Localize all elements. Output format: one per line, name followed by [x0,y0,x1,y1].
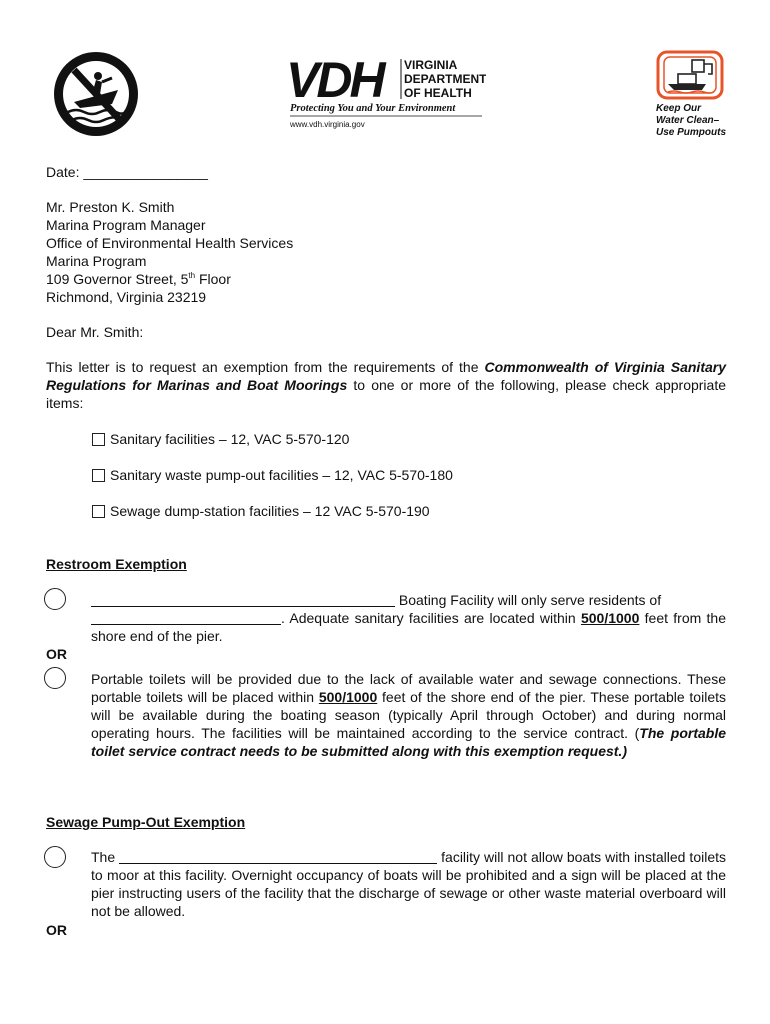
restroom-option2-text: Portable toilets will be provided due to the lack of available water and sewage connections. These portable toilets will be placed within 500/1000 feet of the shore end of the pier. These portable toilets will be available during the boating season (typically April through October) and during normal operating hours. The facilities will be maintained according to the service contract. (The portable toilet service contract needs to be submitted along with this exemption request.) [91,671,726,759]
pumpout-option1-radio[interactable] [44,846,66,868]
intro-paragraph: This letter is to request an exemption from the requirements of the Commonwealth of Virginia Sanitary Regulations for Marinas and Boat Moorings to one or more of the following, please check appropriate items: [46,359,727,411]
recipient-program: Marina Program [46,253,147,269]
checkbox-row-sanitary[interactable] [92,430,349,448]
checkbox-label: Sanitary waste pump-out facilities – 12, VAC 5-570-180 [110,467,453,483]
regulation-title: Commonwealth of Virginia Sanitary Regulations for Marinas and Boat Moorings [46,359,727,393]
svg-text:VDH: VDH [286,55,383,108]
vdh-logo [286,55,486,131]
pumpout-slogan-line1: Keep Our [656,103,702,114]
checkbox-row-dumpstation[interactable] [92,502,430,520]
facility-name-blank[interactable] [119,849,437,864]
facility-name-blank[interactable] [91,592,395,607]
svg-text:OF HEALTH: OF HEALTH [404,86,472,100]
no-dumping-icon [52,50,140,138]
recipient-address [46,198,293,306]
recipient-title: Marina Program Manager [46,217,206,233]
svg-text:DEPARTMENT: DEPARTMENT [404,72,486,86]
svg-text:Protecting You and Your Enviro: Protecting You and Your Environment [290,103,456,114]
pumpout-option1-text: The facility will not allow boats with installed toilets to moor at this facility. Overnight occupancy of boats will be prohibited and a sign will be placed at the pier instructing users of the facility that the discharge of sewage or other waste material overboard will not be allowed. [91,849,727,919]
recipient-street: 109 Governor Street, 5th Floor [46,271,231,287]
checkbox-label: Sanitary facilities – 12, VAC 5-570-120 [110,431,350,447]
recipient-office: Office of Environmental Health Services [46,235,294,251]
pumpout-slogan-line3: Use Pumpouts [656,127,727,138]
pumpout-exemption-heading: Sewage Pump-Out Exemption [46,814,246,830]
pumpout-slogan-line2: Water Clean– [656,115,720,126]
checkbox-row-pumpout[interactable] [92,466,453,484]
restroom-option1-radio[interactable] [44,588,66,610]
sanitary-facilities-checkbox[interactable] [92,433,105,446]
svg-text:www.vdh.virginia.gov: www.vdh.virginia.gov [290,120,365,129]
boat-pumpout-icon [656,50,724,100]
residents-blank[interactable] [91,610,281,625]
salutation: Dear Mr. Smith: [46,324,144,340]
svg-text:VIRGINIA: VIRGINIA [404,58,458,72]
checkbox-label: Sewage dump-station facilities – 12 VAC 5-570-190 [110,503,430,519]
or-label: OR [46,646,67,662]
recipient-city: Richmond, Virginia 23219 [46,289,207,305]
restroom-exemption-heading: Restroom Exemption [46,556,187,572]
date-field[interactable]: Date: ________________ [46,164,208,180]
dump-station-checkbox[interactable] [92,505,105,518]
pumpout-slogan [656,103,746,139]
restroom-option1-text: Boating Facility will only serve residents of . Adequate sanitary facilities are located within 500/1000 feet from the shore end of the pier. [91,592,727,644]
pumpout-facilities-checkbox[interactable] [92,469,105,482]
recipient-name: Mr. Preston K. Smith [46,199,175,215]
restroom-option2-radio[interactable] [44,667,66,689]
or-label: OR [46,922,67,938]
